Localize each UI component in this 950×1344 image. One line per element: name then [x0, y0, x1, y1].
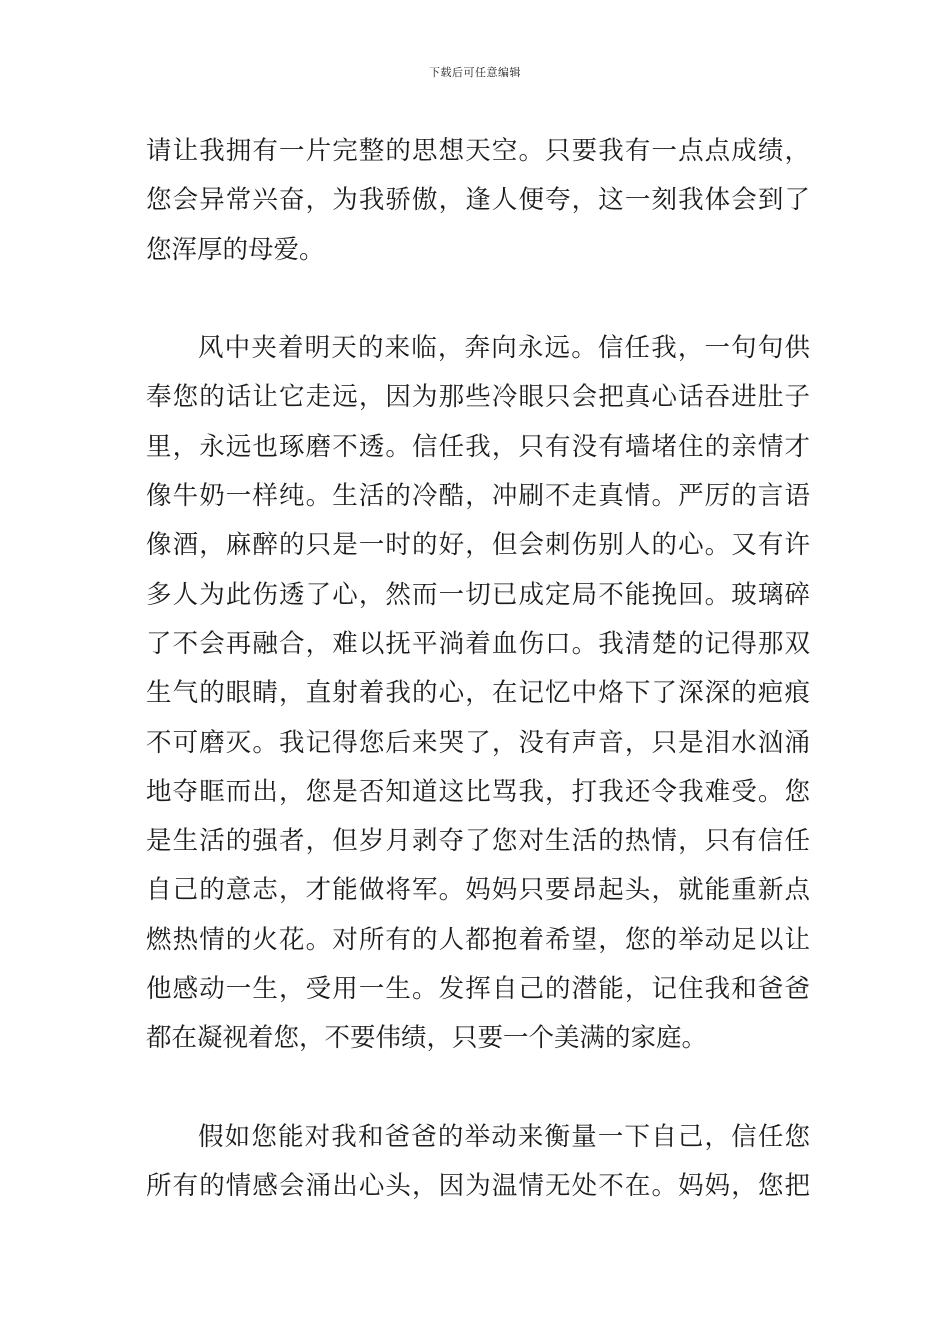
paragraph-1	[146, 127, 810, 275]
document-body	[146, 127, 810, 1212]
text-line: 都在凝视着您，不要伟绩，只要一个美满的家庭。	[146, 1023, 708, 1054]
text-line: 所有的情感会涌出心头，因为温情无处不在。妈妈，您把	[146, 1171, 810, 1202]
text-line: 是生活的强者，但岁月剥夺了您对生活的热情，只有信任	[146, 826, 810, 857]
text-line: 奉您的话让它走远，因为那些冷眼只会把真心话吞进肚子	[146, 382, 810, 413]
page-header: 下载后可任意编辑	[429, 66, 521, 79]
text-line: 里，永远也琢磨不透。信任我，只有没有墙堵住的亲情才	[146, 431, 810, 462]
paragraph-2	[146, 324, 810, 1063]
text-line: 您浑厚的母爱。	[146, 234, 325, 265]
text-line: 像酒，麻醉的只是一时的好，但会刺伤别人的心。又有许	[146, 530, 810, 561]
text-line: 了不会再融合，难以抚平淌着血伤口。我清楚的记得那双	[146, 628, 810, 659]
paragraph-gap	[146, 1064, 810, 1113]
text-line: 像牛奶一样纯。生活的冷酷，冲刷不走真情。严厉的言语	[146, 481, 810, 512]
text-line: 他感动一生，受用一生。发挥自己的潜能，记住我和爸爸	[146, 974, 810, 1005]
text-line: 地夺眶而出，您是否知道这比骂我，打我还令我难受。您	[146, 776, 810, 807]
text-line: 生气的眼睛，直射着我的心，在记忆中烙下了深深的疤痕	[146, 678, 810, 709]
text-line: 自己的意志，才能做将军。妈妈只要昂起头，就能重新点	[146, 875, 810, 906]
text-line: 假如您能对我和爸爸的举动来衡量一下自己，信任您	[198, 1121, 810, 1152]
text-line: 燃热情的火花。对所有的人都抱着希望，您的举动足以让	[146, 924, 810, 955]
text-line: 风中夹着明天的来临，奔向永远。信任我，一句句供	[198, 333, 810, 364]
text-line: 多人为此伤透了心，然而一切已成定局不能挽回。玻璃碎	[146, 579, 810, 610]
text-line: 您会异常兴奋，为我骄傲，逢人便夸，这一刻我体会到了	[146, 185, 810, 216]
paragraph-gap	[146, 275, 810, 324]
text-line: 不可磨灭。我记得您后来哭了，没有声音，只是泪水汹涌	[146, 727, 810, 758]
paragraph-3	[146, 1113, 810, 1212]
text-line: 请让我拥有一片完整的思想天空。只要我有一点点成绩，	[146, 136, 810, 166]
